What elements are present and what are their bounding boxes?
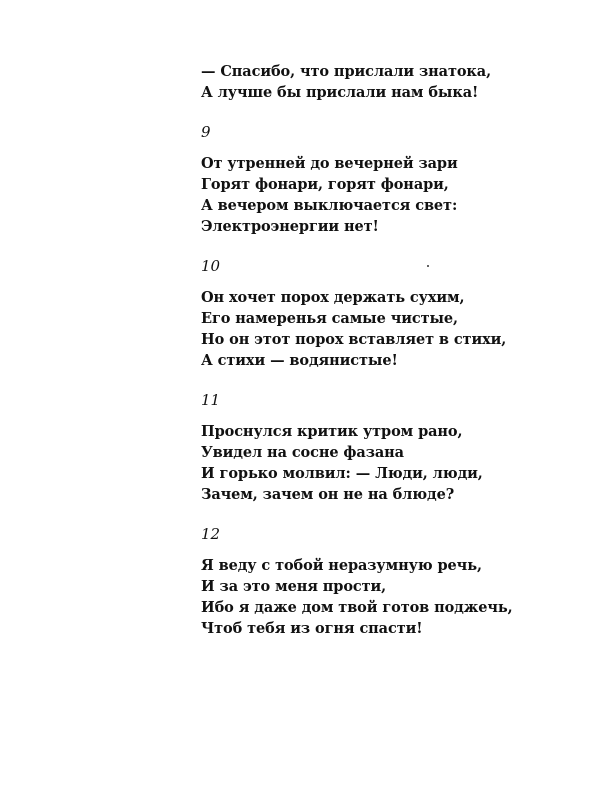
poem-line: Ибо я даже дом твой готов поджечь, [201,599,513,616]
stanza-number: 11 [201,391,221,409]
poem-line: Чтоб тебя из огня спасти! [201,620,423,637]
stanza-10 [201,256,507,371]
poem-line: Он хочет порох держать сухим, [201,289,465,306]
poem-line: Увидел на сосне фазана [201,444,404,461]
poem-line: А вечером выключается свет: [201,197,458,214]
poem-line: А лучше бы прислали нам быка! [201,84,479,101]
poem-line: Электроэнергии нет! [201,218,379,235]
stanza-number: 10 [201,257,221,275]
stanza-9 [201,122,501,237]
stanza-8-ending [201,61,501,103]
stanza-11 [201,390,501,505]
poem-line: Я веду с тобой неразумную речь, [201,557,482,574]
poem-line: Проснулся критик утром рано, [201,423,463,440]
poem-line: Зачем, зачем он не на блюде? [201,486,455,503]
poem-line: И горько молвил: — Люди, люди, [201,465,483,482]
stanza-number: 9 [201,123,211,141]
stanza-12 [201,524,513,639]
poem-line: От утренней до вечерней зари [201,155,458,172]
poem-page [201,61,513,639]
poem-line: И за это меня прости, [201,578,387,595]
poem-line: Но он этот порох вставляет в стихи, [201,331,507,348]
poem-line: — Спасибо, что прислали знатока, [201,63,492,80]
scan-speck [427,265,429,267]
poem-line: Горят фонари, горят фонари, [201,176,449,193]
stanza-number: 12 [201,525,221,543]
poem-line: Его намеренья самые чистые, [201,310,458,327]
poem-line: А стихи — водянистые! [201,352,398,369]
